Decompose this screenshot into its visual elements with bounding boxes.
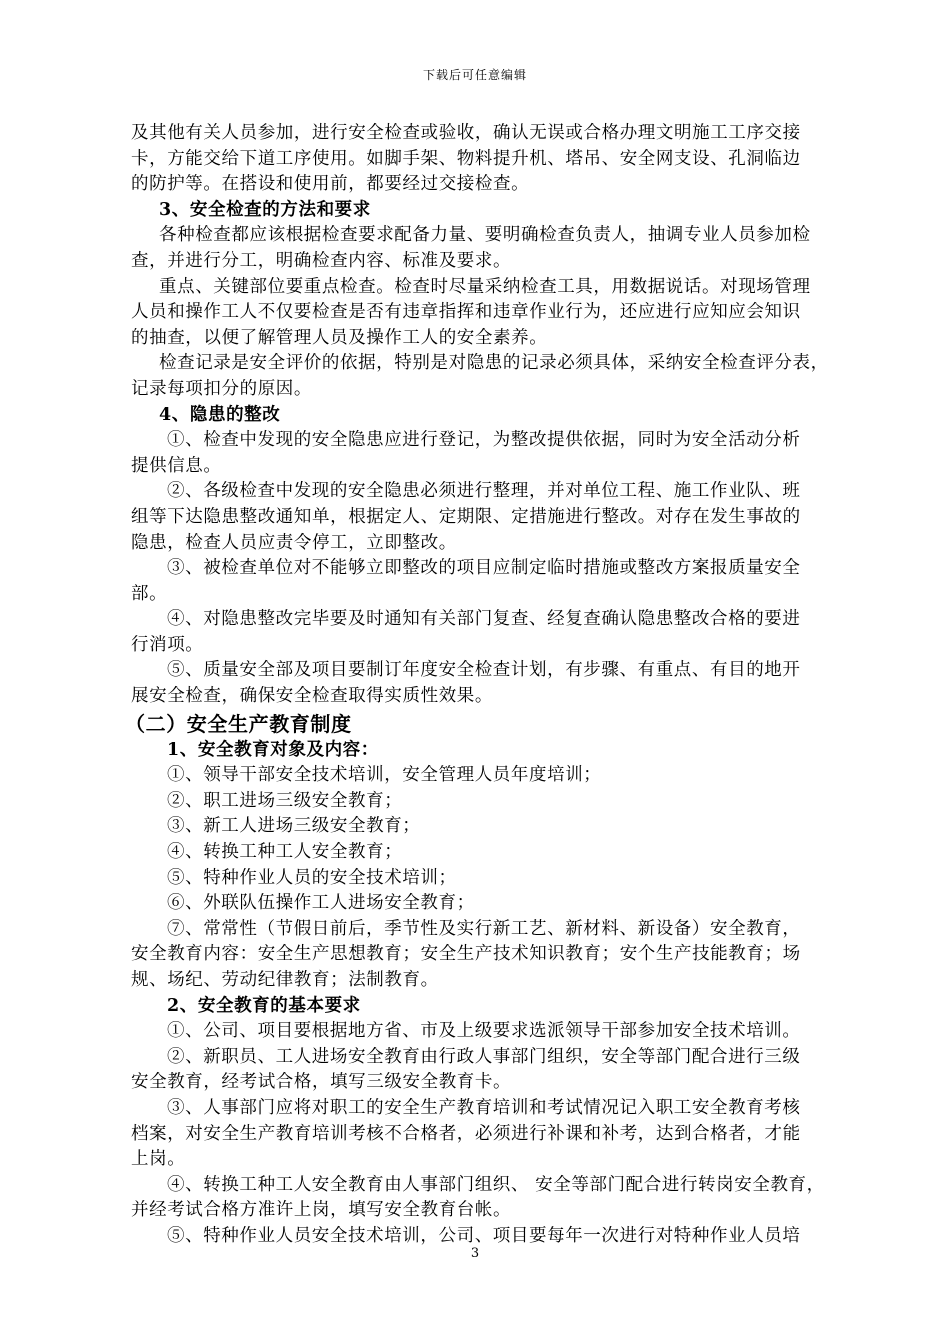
subsection-heading: 4、隐患的整改 [159,404,281,425]
text-line: 部。 [131,583,168,604]
text-line: ③、被检查单位对不能够立即整改的项目应制定临时措施或整改方案报质量安全 [167,558,801,579]
text-line: ②、职工进场三级安全教育； [167,790,403,811]
text-line: 展安全检查，确保安全检查取得实质性效果。 [131,686,493,707]
text-line: 隐患，检查人员应责令停工，立即整改。 [131,532,457,553]
text-line: 并经考试合格方准许上岗，填写安全教育台帐。 [131,1200,512,1221]
text-line: ①、检查中发现的安全隐患应进行登记，为整改提供依据，同时为安全活动分析 [167,430,801,451]
text-line: 人员和操作工人不仅要检查是否有违章指挥和违章作业行为，还应进行应知应会知识 [131,302,801,323]
text-line: ⑤、特种作业人员的安全技术培训； [167,867,457,888]
text-line: 提供信息。 [131,455,222,476]
text-line: ①、领导干部安全技术培训，安全管理人员年度培训； [167,765,602,786]
page-number: 3 [470,1246,480,1261]
text-line: 上岗。 [131,1149,186,1170]
text-line: ④、转换工种工人安全教育； [167,842,403,863]
text-line: 各种检查都应该根据检查要求配备力量、要明确检查负责人，抽调专业人员参加检 [159,225,811,246]
text-line: ④、转换工种工人安全教育由人事部门组织、 安全等部门配合进行转岗安全教育， [167,1174,825,1195]
text-line: 记录每项扣分的原因。 [131,378,312,399]
text-line: 安全教育，经考试合格，填写三级安全教育卡。 [131,1072,512,1093]
document-body [125,121,851,1250]
text-line: 查，并进行分工，明确检查内容、标准及要求。 [131,250,512,271]
text-line: 卡，方能交给下道工序使用。如脚手架、物料提升机、塔吊、安全网支设、孔洞临边 [131,148,801,169]
subsection-heading: 2、安全教育的基本要求 [167,995,361,1016]
text-line: ③、人事部门应将对职工的安全生产教育培训和考试情况记入职工安全教育考核 [167,1097,801,1118]
text-line: 的防护等。在搭设和使用前，都要经过交接检查。 [131,174,530,195]
subsection-heading: 1、安全教育对象及内容： [167,739,379,760]
page-header: 下载后可任意编辑 [422,68,527,82]
text-line: ⑥、外联队伍操作工人进场安全教育； [167,893,475,914]
text-line: 的抽查，以便了解管理人员及操作工人的安全素养。 [131,327,548,348]
text-line: ③、新工人进场三级安全教育； [167,816,421,837]
text-line: 行消项。 [131,634,204,655]
text-line: 及其他有关人员参加，进行安全检查或验收，确认无误或合格办理文明施工工序交接 [131,123,801,143]
text-line: ②、各级检查中发现的安全隐患必须进行整理，并对单位工程、施工作业队、班 [167,481,801,502]
text-line: ②、新职员、工人进场安全教育由行政人事部门组织，安全等部门配合进行三级 [167,1046,801,1067]
text-line: 档案，对安全生产教育培训考核不合格者，必须进行补课和补考，达到合格者，才能 [131,1123,801,1144]
text-line: ④、对隐患整改完毕要及时通知有关部门复查、经复查确认隐患整改合格的要进 [167,609,801,630]
text-line: 重点、关键部位要重点检查。检查时尽量采纳检查工具，用数据说话。对现场管理 [159,276,811,297]
section-heading: （二）安全生产教育制度 [125,711,352,736]
text-line: ⑤、质量安全部及项目要制订年度安全检查计划，有步骤、有重点、有目的地开 [167,660,801,681]
text-line: ⑤、特种作业人员安全技术培训，公司、项目要每年一次进行对特种作业人员培 [167,1225,801,1246]
subsection-heading: 3、安全检查的方法和要求 [159,199,371,220]
text-line: ①、公司、项目要根据地方省、市及上级要求选派领导干部参加安全技术培训。 [167,1021,801,1042]
text-line: 组等下达隐患整改通知单，根据定人、定期限、定措施进行整改。对存在发生事故的 [131,506,801,527]
text-line: 检查记录是安全评价的依据，特别是对隐患的记录必须具体，采纳安全检查评分表， [159,353,829,374]
text-line: ⑦、常常性（节假日前后，季节性及实行新工艺、新材料、新设备）安全教育， [167,918,801,939]
text-line: 规、场纪、劳动纪律教育；法制教育。 [131,970,439,990]
text-line: 安全教育内容：安全生产思想教育；安全生产技术知识教育；安个生产技能教育；场 [131,944,801,965]
